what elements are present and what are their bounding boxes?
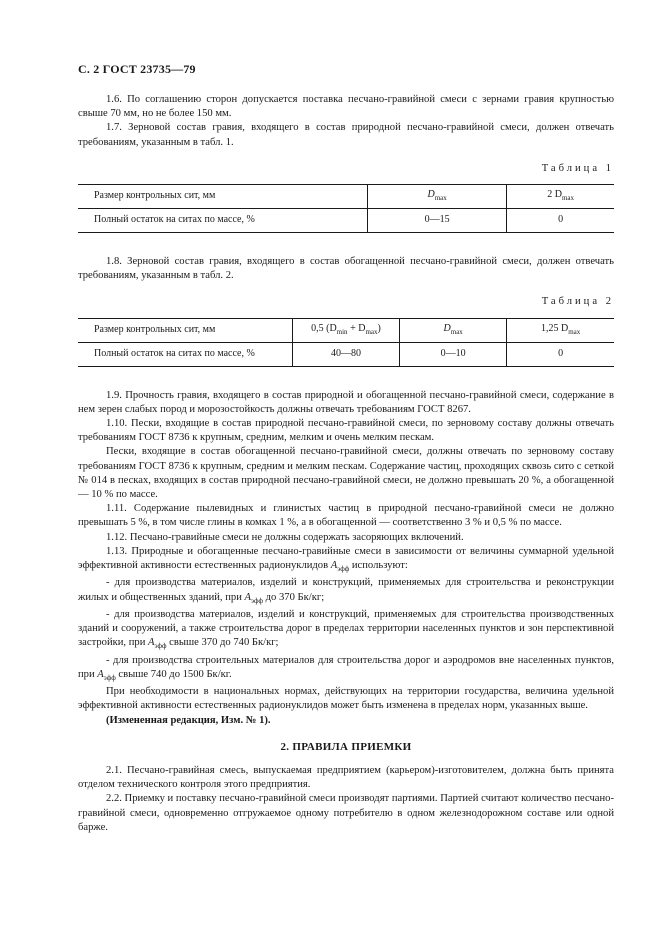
table-cell-value: 40—80: [292, 342, 399, 366]
paragraph-1-10-sands: Пески, входящие в состав обогащенной песчано-гравийной смеси, должны отвечать по зерновому составу требованиям ГОСТ 8736 к крупным, средним и мелким пескам. Содержание частиц, проходящих сквозь сито с сеткой № 014 в песках, входящих в состав природной песчано-гравийной смеси, не должно превышать 20 %, а обогащенной — 10 % по массе.: [78, 446, 614, 501]
paragraph-1-7: 1.7. Зерновой состав гравия, входящего в состав природной песчано-гравийной смеси, должен отвечать требованиям, указанным в табл. 1.: [78, 122, 614, 148]
table-row: [78, 342, 614, 366]
table-cell-header: 1,25 $D_{max}$: [507, 318, 614, 342]
table-cell-header: 2 $D_{max}$: [507, 185, 614, 209]
paragraph-2-1: 2.1. Песчано-гравийная смесь, выпускаемая предприятием (карьером)-изготовителем, должна быть принята отделом технического контроля этого предприятия.: [78, 764, 614, 791]
list-item: - для производства материалов, изделий и конструкций, применяемых для строительства производственных зданий и сооружений, а также строительства дорог в пределах территории населенных пунктов и зон перспективной застройки, при $A_{эфф}$ свыше 370 до 740 Бк/кг;: [78, 608, 614, 651]
table-1-caption: Таблица 1: [541, 162, 614, 174]
table-cell-value: 0—15: [367, 209, 506, 233]
table-cell-value: 0—10: [400, 342, 507, 366]
table-cell-value: 0: [507, 342, 614, 366]
paragraph-1-8: 1.8. Зерновой состав гравия, входящего в состав обогащенной песчано-гравийной смеси, должен отвечать требованиям, указанным в табл. 2.: [78, 256, 614, 282]
page-header: С. 2 ГОСТ 23735—79: [78, 62, 196, 76]
paragraph-2-2: 2.2. Приемку и поставку песчано-гравийной смеси производят партиями. Партией считают количество песчано-гравийной смеси, одновременно отгружаемое одному потребителю в одном железнодорожном составе или одной барже.: [78, 793, 614, 833]
section-2-title: 2. ПРАВИЛА ПРИЕМКИ: [280, 740, 412, 753]
table-2-caption: Таблица 2: [541, 296, 614, 308]
list-item: - для производства материалов, изделий и конструкций, применяемых для строительства и реконструкции жилых и общественных зданий, при $A_{эфф}$ до 370 Бк/кг;: [78, 577, 614, 605]
paragraph-1-11: 1.11. Содержание пылевидных и глинистых частиц в природной песчано-гравийной смеси не должно превышать 5 %, в том числе глины в комках 1 %, а в обогащенной — соответственно 3 % и 0,5 % по массе.: [78, 503, 614, 529]
paragraph-1-13-closing: При необходимости в национальных нормах, действующих на территории государства, величина удельной эффективной активности естественных радионуклидов может быть изменена в пределах норм, указанных выше.: [78, 686, 614, 712]
table-cell-header: 0,5 $(D_{min} + D_{max})$: [292, 318, 399, 342]
table-cell-header: $D_{max}$: [367, 185, 506, 209]
table-2: [78, 318, 614, 367]
table-row: [78, 209, 614, 233]
table-row: [78, 318, 614, 342]
paragraph-1-6: 1.6. По соглашению сторон допускается поставка песчано-гравийной смеси с зернами гравия крупностью свыше 70 мм, но не более 150 мм.: [78, 94, 614, 120]
table-cell-label: Полный остаток на ситах по массе, %: [78, 209, 367, 233]
table-cell-label: Размер контрольных сит, мм: [78, 185, 367, 209]
table-cell-header: $D_{max}$: [400, 318, 507, 342]
amendment-note: (Измененная редакция, Изм. № 1).: [106, 714, 271, 726]
table-cell-label: Полный остаток на ситах по массе, %: [78, 342, 292, 366]
table-cell-value: 0: [507, 209, 614, 233]
document-body: [78, 93, 614, 835]
table-cell-label: Размер контрольных сит, мм: [78, 318, 292, 342]
table-1: [78, 184, 614, 233]
paragraph-1-10: 1.10. Пески, входящие в состав природной песчано-гравийной смеси, по зерновому составу должны отвечать требованиям ГОСТ 8736 к крупным, средним, мелким и очень мелким пескам.: [78, 418, 614, 444]
paragraph-1-9: 1.9. Прочность гравия, входящего в состав природной и обогащенной песчано-гравийной смеси, содержание в нем зерен слабых пород и морозостойкость должны отвечать требованиям ГОСТ 8267.: [78, 389, 614, 415]
paragraph-1-12: 1.12. Песчано-гравийные смеси не должны содержать засоряющих включений.: [106, 531, 464, 543]
paragraph-1-13: 1.13. Природные и обогащенные песчано-гравийные смеси в зависимости от величины суммарной удельной эффективной активности естественных радионуклидов $A_{эфф}$ используют:: [78, 545, 614, 574]
list-item: - для производства строительных материалов для строительства дорог и аэродромов вне населенных пунктов, при $A_{эфф}$ свыше 740 до 1500 Бк/кг.: [78, 654, 614, 682]
table-row: [78, 185, 614, 209]
